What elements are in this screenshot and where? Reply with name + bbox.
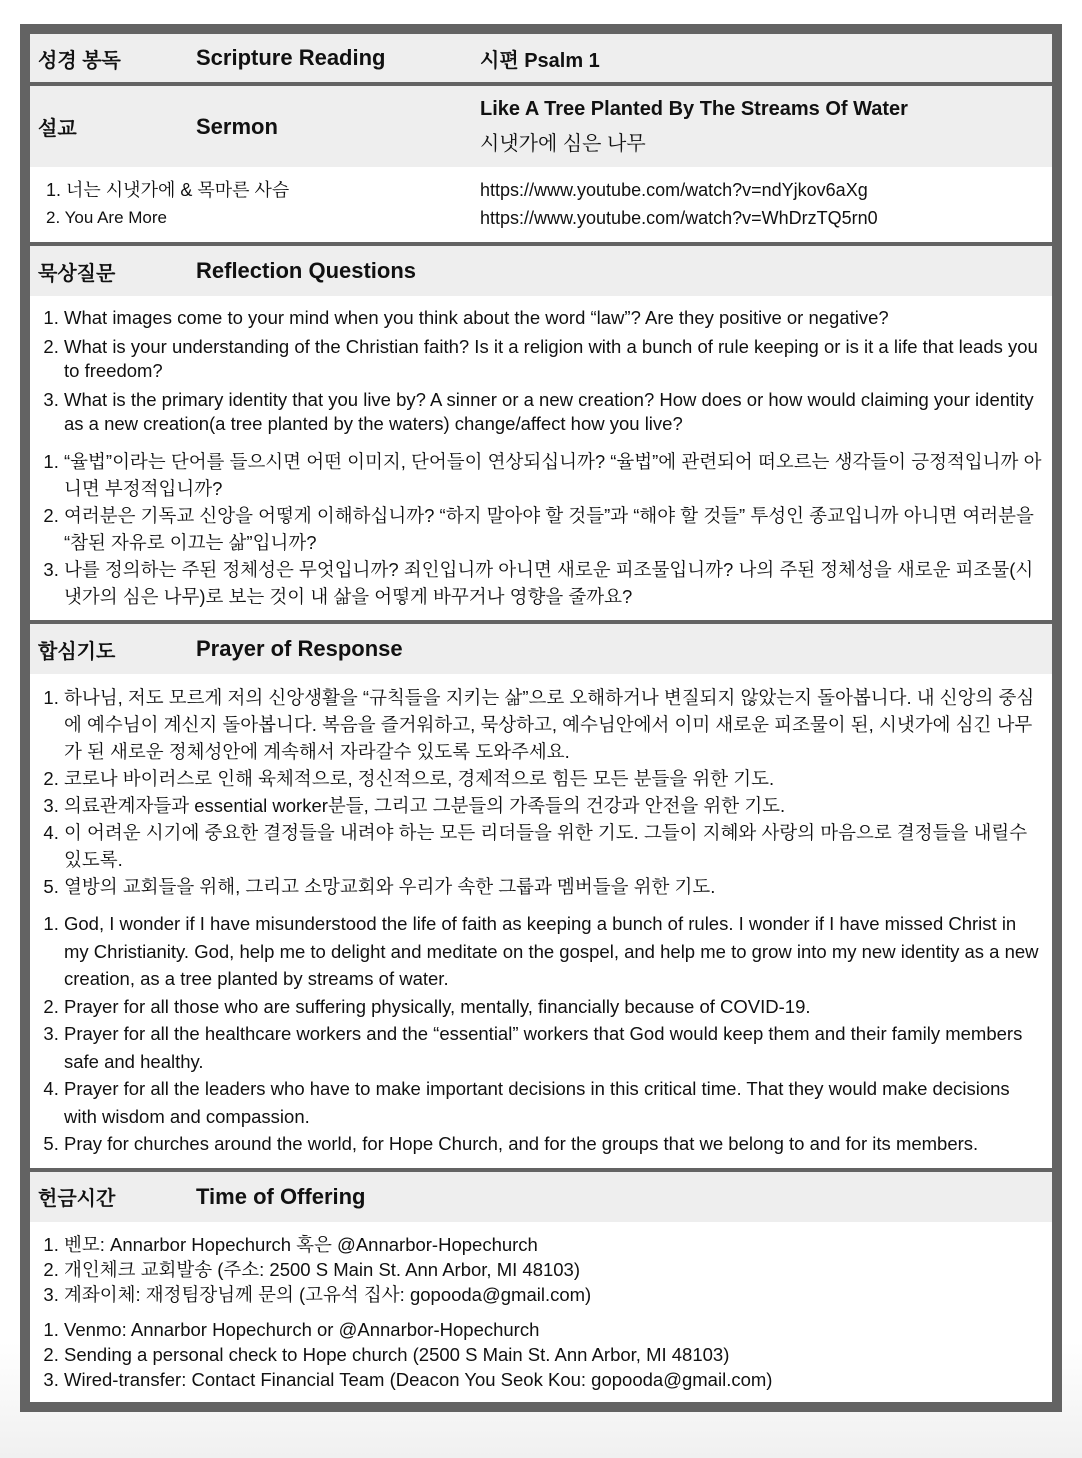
- scripture-passage: 시편 Psalm 1: [480, 49, 600, 72]
- list-item: 1. 벤모: Annarbor Hopechurch 혹은 @Annarbor-Hopechurch: [64, 1232, 1042, 1257]
- list-item: 2. Prayer for all those who are suffering physically, mentally, financially because of COVID-19.: [64, 993, 1042, 1021]
- list-item: 3. Wired-transfer: Contact Financial Team (Deacon You Seok Kou: gopooda@gmail.com): [64, 1367, 1042, 1392]
- section-header: [30, 246, 1052, 296]
- list-item: 2. Sending a personal check to Hope church (2500 S Main St. Ann Arbor, MI 48103): [64, 1342, 1042, 1367]
- questions-ko-list: [44, 448, 1042, 610]
- song-link[interactable]: https://www.youtube.com/watch?v=ndYjkov6aXg: [480, 180, 868, 200]
- offering-en-list: [44, 1317, 1042, 1392]
- section-title-en: Scripture Reading: [196, 45, 386, 70]
- list-item: 5. 열방의 교회들을 위해, 그리고 소망교회와 우리가 속한 그룹과 멤버들을 위한 기도.: [64, 873, 1042, 900]
- section-title-en: Time of Offering: [196, 1183, 366, 1209]
- song-label: 2. You Are More: [46, 208, 167, 227]
- section-title-ko: 성경 봉독: [38, 49, 121, 72]
- song-label: 1. 너는 시냇가에 & 목마른 사슴: [46, 180, 290, 200]
- section-header: [30, 86, 1052, 167]
- list-item: 2. 개인체크 교회발송 (주소: 2500 S Main St. Ann Arbor, MI 48103): [64, 1257, 1042, 1282]
- list-item: 2. 여러분은 기독교 신앙을 어떻게 이해하십니까? “하지 말아야 할 것들”과 “해야 할 것들” 투성인 종교입니까 아니면 여러분을 “참된 자유로 이끄는 삶”입니까?: [64, 502, 1042, 556]
- section-header: [30, 624, 1052, 674]
- list-item: 2. What is your understanding of the Christian faith? Is it a religion with a bunch of rule keeping or is it a life that leads you to freedom?: [64, 335, 1042, 383]
- list-item: 3. 나를 정의하는 주된 정체성은 무엇입니까? 죄인입니까 아니면 새로운 피조물입니까? 나의 주된 정체성을 새로운 피조물(시냇가의 심은 나무)로 보는 것이 내 삶을 어떻게 바꾸거나 영향을 줄까요?: [64, 556, 1042, 610]
- list-item: 3. 의료관계자들과 essential worker분들, 그리고 그분들의 가족들의 건강과 안전을 위한 기도.: [64, 792, 1042, 819]
- list-item: 3. Prayer for all the healthcare workers and the “essential” workers that God would keep them and their family members safe and healthy.: [64, 1020, 1042, 1075]
- list-item: 4. Prayer for all the leaders who have to make important decisions in this critical time. That they would make decisions with wisdom and compassion.: [64, 1075, 1042, 1130]
- section-title-en: Sermon: [196, 113, 278, 139]
- section-header: [30, 1172, 1052, 1222]
- questions-en-list: [44, 306, 1042, 436]
- list-item: 2. 코로나 바이러스로 인해 육체적으로, 정신적으로, 경제적으로 힘든 모든 분들을 위한 기도.: [64, 765, 1042, 792]
- list-item: 4. 이 어려운 시기에 중요한 결정들을 내려야 하는 모든 리더들을 위한 기도. 그들이 지혜와 사랑의 마음으로 결정들을 내릴수 있도록.: [64, 819, 1042, 873]
- sermon-songs: [30, 167, 1052, 242]
- section-title-en: Reflection Questions: [196, 258, 417, 283]
- list-item: 1. Venmo: Annarbor Hopechurch or @Annarbor-Hopechurch: [64, 1317, 1042, 1342]
- section-sermon: [30, 86, 1052, 242]
- section-time-of-offering: [30, 1172, 1052, 1402]
- list-item: 1. “율법”이라는 단어를 들으시면 어떤 이미지, 단어들이 연상되십니까? “율법”에 관련되어 떠오르는 생각들이 긍정적입니까 아니면 부정적입니까?: [64, 448, 1042, 502]
- song-link[interactable]: https://www.youtube.com/watch?v=WhDrzTQ5rn0: [480, 208, 878, 228]
- section-title-ko: 헌금시간: [38, 1188, 116, 1210]
- list-item: 5. Pray for churches around the world, for Hope Church, and for the groups that we belong to and for its members.: [64, 1130, 1042, 1158]
- section-reflection-questions: [30, 246, 1052, 620]
- sermon-title-ko: 시냇가에 심은 나무: [480, 132, 646, 155]
- prayer-ko-list: [44, 684, 1042, 900]
- list-item: 1. What images come to your mind when you think about the word “law”? Are they positive or negative?: [64, 306, 1042, 330]
- section-title-ko: 합심기도: [38, 640, 116, 663]
- list-item: 1. God, I wonder if I have misunderstood the life of faith as keeping a bunch of rules. I wonder if I have missed Christ in my Christianity. God, help me to delight and meditate on the gospel, and help me to grow into my new identity as a new creation, as a tree planted by streams of water.: [64, 910, 1042, 993]
- section-title-en: Prayer of Response: [196, 636, 403, 661]
- section-title-ko: 묵상질문: [38, 262, 116, 285]
- sermon-title: [480, 98, 908, 156]
- section-header: [30, 34, 1052, 82]
- offering-ko-list: [44, 1232, 1042, 1307]
- sermon-title-en: Like A Tree Planted By The Streams Of Water: [480, 97, 908, 120]
- list-item: 1. 하나님, 저도 모르게 저의 신앙생활을 “규칙들을 지키는 삶”으로 오해하거나 변질되지 않았는지 돌아봅니다. 내 신앙의 중심에 예수님이 계신지 돌아봅니다. 복음을 즐거워하고, 묵상하고, 예수님안에서 이미 새로운 피조물이 된, 시냇가에 심긴 나무가 된 새로운 정체성안에 계속해서 자라갈수 있도록 도와주세요.: [64, 684, 1042, 765]
- prayer-en-list: [44, 910, 1042, 1158]
- list-item: 3. 계좌이체: 재정팀장님께 문의 (고유석 집사: gopooda@gmail.com): [64, 1282, 1042, 1307]
- section-title-ko: 설교: [38, 118, 77, 140]
- section-scripture-reading: [30, 34, 1052, 82]
- section-prayer-of-response: [30, 624, 1052, 1168]
- worship-order-table: [20, 24, 1062, 1412]
- list-item: 3. What is the primary identity that you live by? A sinner or a new creation? How does or how would claiming your identity as a new creation(a tree planted by the waters) change/affect how you live?: [64, 388, 1042, 436]
